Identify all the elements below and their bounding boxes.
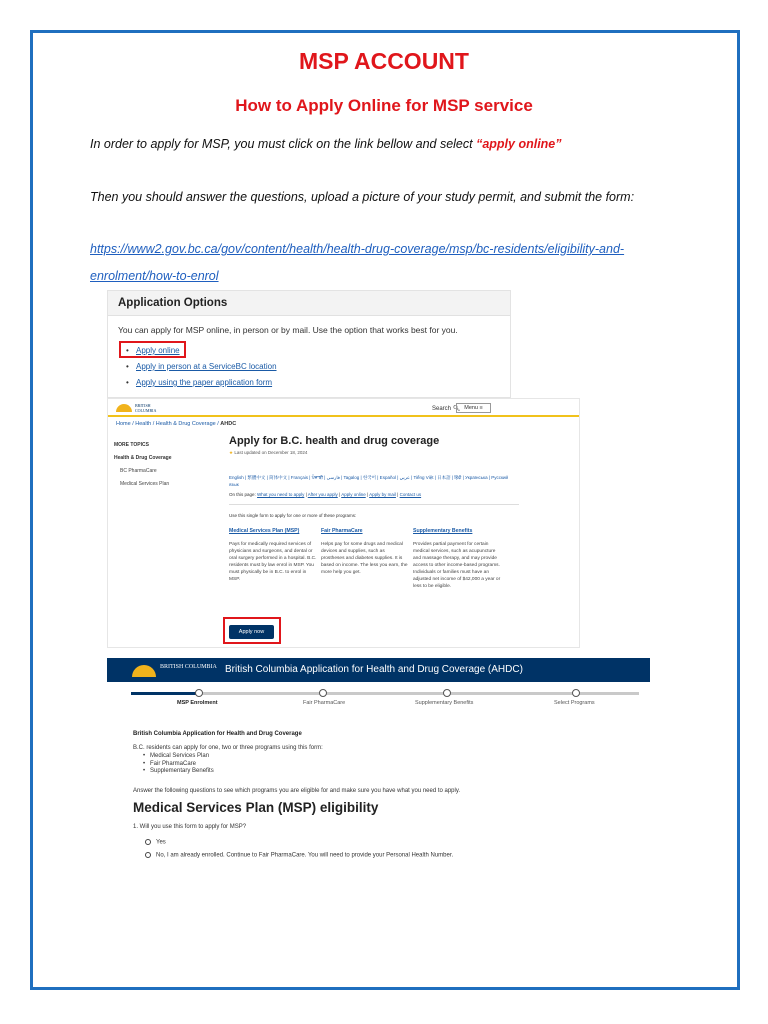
toc-link-need[interactable]: What you need to apply	[257, 492, 305, 497]
search-link[interactable]: Search 🔍︎	[432, 406, 461, 412]
breadcrumb-coverage[interactable]: Health & Drug Coverage	[155, 421, 216, 427]
bc-gov-header	[108, 399, 579, 417]
program-supplementary	[413, 528, 501, 590]
program-msp-text: Pays for medically required services of physicians and surgeons, and dental or oral surgery performed in a hospital. B.C. residents must by law enrol in MSP. You must physically be in B.C. to enrol in MSP.	[229, 542, 317, 582]
toc-link-after[interactable]: After you apply	[307, 492, 338, 497]
toc-link-online[interactable]: Apply online	[341, 492, 366, 497]
step-select: Select Programs	[554, 700, 595, 706]
programs-intro: Use this single form to apply for one or more of these programs:	[229, 513, 357, 518]
ahdc-header: BRITISH COLUMBIA British Columbia Application for Health and Drug Coverage (AHDC)	[107, 658, 650, 682]
apply-now-highlight-box	[223, 617, 281, 644]
step-pharmacare: Fair PharmaCare	[303, 700, 346, 706]
star-icon: ★	[229, 450, 234, 455]
hamburger-icon: ≡	[479, 405, 483, 411]
page-title: MSP ACCOUNT	[299, 48, 469, 74]
ahdc-answer: Answer the following questions to see which programs you are eligible for and make sure you have what you need to apply.	[133, 788, 461, 794]
radio-option-yes[interactable]: Yes	[145, 839, 166, 846]
language-links[interactable]: English | 繁體中文 | 简体中文 | Français | ਪੰਜਾਬੀ | فارسی | Tagalog | 한국어 | Español | عربي | Tiếng Việt | 日本語 | हिंदी | Українська | Русский язык	[229, 475, 508, 487]
side-nav	[112, 439, 208, 491]
list-item: • Medical Services Plan	[143, 753, 214, 761]
toc-link-mail[interactable]: Apply by mail	[369, 492, 396, 497]
program-supplementary-text: Provides partial payment for certain medical services, such as acupuncture and massage therapy, and may provide access to other income-based programs. Individuals or families must have an adjusted net income of $42,000 a year or less to be eligible.	[413, 542, 501, 589]
ahdc-title: British Columbia Application for Health and Drug Coverage (AHDC)	[225, 664, 523, 675]
breadcrumb: Home / Health / Health & Drug Coverage / AHDC	[116, 421, 237, 427]
step-dot-pharmacare	[319, 689, 327, 697]
bc-sun-icon	[132, 665, 156, 677]
toc-link-contact[interactable]: Contact us	[399, 492, 422, 497]
application-options-heading: Application Options	[108, 291, 510, 316]
bc-page-title: Apply for B.C. health and drug coverage	[229, 435, 440, 447]
intro-line-1: In order to apply for MSP, you must click on the link bellow and select “apply online”	[90, 137, 562, 151]
progress-track	[131, 692, 639, 695]
program-pharmacare	[321, 528, 409, 576]
radio-circle-icon[interactable]	[145, 839, 151, 845]
bc-gov-page	[107, 398, 580, 648]
breadcrumb-health[interactable]: Health	[135, 421, 152, 427]
program-msp-link[interactable]: Medical Services Plan (MSP)	[229, 528, 300, 534]
program-columns	[229, 528, 519, 628]
ahdc-form-heading: British Columbia Application for Health and Drug Coverage	[133, 731, 302, 737]
step-dot-select	[572, 689, 580, 697]
application-options-text: You can apply for MSP online, in person or by mail. Use the option that works best for you.	[118, 325, 458, 335]
menu-button[interactable]: Menu ≡	[456, 403, 491, 413]
side-nav-item-coverage[interactable]: Health & Drug Coverage	[114, 455, 172, 461]
question-1: 1. Will you use this form to apply for MSP?	[133, 824, 247, 830]
breadcrumb-current: AHDC	[220, 421, 237, 427]
bc-logo[interactable]: BRITISH COLUMBIA	[116, 403, 166, 413]
page-subtitle: How to Apply Online for MSP service	[235, 96, 533, 115]
radio-circle-icon[interactable]	[145, 852, 151, 858]
last-updated: ★ Last updated on December 18, 2024	[229, 450, 308, 455]
on-this-page: On this page: What you need to apply | After you apply | Apply online | Apply by mail | Contact us	[229, 492, 422, 497]
apply-in-person-link[interactable]: • Apply in person at a ServiceBC location	[126, 359, 277, 375]
apply-online-link[interactable]: • Apply online	[126, 343, 277, 359]
program-pharmacare-text: Helps pay for some drugs and medical devices and supplies, such as prostheses and diabetes supplies. It is based on income. The less you earn, the more help you get.	[321, 542, 408, 575]
program-pharmacare-link[interactable]: Fair PharmaCare	[321, 528, 363, 534]
side-nav-item-msp[interactable]: Medical Services Plan	[120, 481, 170, 487]
program-supplementary-link[interactable]: Supplementary Benefits	[413, 528, 473, 534]
step-dot-supplementary	[443, 689, 451, 697]
apply-now-button[interactable]: Apply now	[229, 625, 274, 639]
side-nav-item-pharmacare[interactable]: BC PharmaCare	[120, 468, 157, 474]
ahdc-program-list	[143, 753, 214, 776]
program-msp	[229, 528, 317, 583]
ahdc-intro: B.C. residents can apply for one, two or three programs using this form:	[133, 745, 323, 751]
breadcrumb-home[interactable]: Home	[116, 421, 131, 427]
divider	[229, 504, 519, 505]
step-supplementary: Supplementary Benefits	[415, 700, 474, 706]
step-dot-msp	[195, 689, 203, 697]
apply-paper-link[interactable]: • Apply using the paper application form	[126, 375, 277, 391]
side-nav-heading: MORE TOPICS	[114, 442, 149, 448]
list-item: • Supplementary Benefits	[143, 768, 214, 776]
ahdc-form	[107, 658, 650, 870]
bc-main-content	[229, 435, 519, 628]
intro-line-2: Then you should answer the questions, upload a picture of your study permit, and submit the form:	[90, 190, 635, 204]
apply-online-highlight-box	[119, 341, 186, 358]
search-icon: 🔍︎	[452, 406, 461, 412]
radio-option-no[interactable]: No, I am already enrolled. Continue to Fair PharmaCare. You will need to provide your Personal Health Number.	[145, 852, 453, 859]
apply-online-highlight: “apply online”	[476, 137, 562, 151]
step-msp: MSP Enrolment	[177, 700, 218, 706]
enrol-link[interactable]: https://www2.gov.bc.ca/gov/content/health/health-drug-coverage/msp/bc-residents/eligibility-and-enrolment/how-to-enrol	[90, 242, 625, 283]
eligibility-heading: Medical Services Plan (MSP) eligibility	[133, 800, 379, 815]
list-item: • Fair PharmaCare	[143, 761, 214, 769]
bc-sun-icon	[116, 404, 132, 412]
